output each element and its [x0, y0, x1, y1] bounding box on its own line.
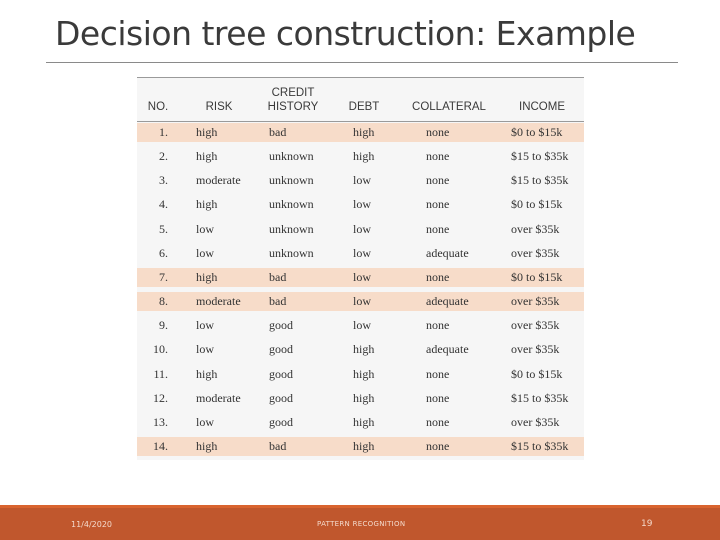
cell-no: 2.: [159, 149, 168, 164]
cell-income: over $35k: [511, 294, 560, 309]
cell-no: 1.: [159, 125, 168, 139]
table-row: [137, 316, 584, 335]
cell-income: $0 to $15k: [511, 366, 563, 381]
cell-debt: high: [353, 390, 375, 405]
table-row: [137, 413, 584, 432]
cell-income: over $35k: [511, 221, 560, 236]
cell-collateral: adequate: [426, 294, 469, 309]
cell-collateral: none: [426, 390, 450, 405]
cell-collateral: none: [426, 269, 450, 284]
cell-risk: low: [196, 414, 214, 429]
cell-risk: high: [196, 269, 218, 284]
cell-income: over $35k: [511, 342, 560, 357]
cell-income: $0 to $15k: [511, 197, 563, 212]
table-row: [137, 365, 584, 384]
cell-no: 9.: [159, 318, 168, 333]
cell-risk: high: [196, 149, 218, 164]
cell-credit-history: good: [269, 390, 293, 405]
cell-income: $0 to $15k: [511, 269, 563, 284]
cell-risk: high: [196, 438, 218, 453]
cell-collateral: none: [426, 318, 450, 333]
footer-course-title: PATTERN RECOGNITION: [317, 520, 406, 528]
table-row: [137, 340, 584, 359]
cell-debt: low: [353, 294, 371, 309]
cell-risk: low: [196, 342, 214, 357]
cell-income: $15 to $35k: [511, 438, 569, 453]
cell-no: 13.: [153, 414, 168, 429]
cell-no: 14.: [153, 438, 168, 453]
cell-collateral: none: [426, 173, 450, 188]
cell-no: 5.: [159, 221, 168, 236]
cell-income: over $35k: [511, 245, 560, 260]
cell-credit-history: bad: [269, 438, 287, 453]
cell-debt: low: [353, 173, 371, 188]
table-row: [137, 195, 584, 214]
cell-credit-history: unknown: [269, 221, 314, 236]
title-divider: [46, 62, 678, 63]
cell-collateral: none: [426, 149, 450, 164]
cell-debt: high: [353, 125, 375, 139]
table-row: [137, 220, 584, 239]
cell-debt: low: [353, 269, 371, 284]
footer-page-number: 19: [641, 519, 653, 529]
table-top-rule: [137, 77, 584, 78]
cell-debt: high: [353, 342, 375, 357]
cell-income: $15 to $35k: [511, 390, 569, 405]
cell-collateral: none: [426, 221, 450, 236]
cell-debt: low: [353, 318, 371, 333]
cell-credit-history: good: [269, 342, 293, 357]
cell-no: 3.: [159, 173, 168, 188]
cell-income: over $35k: [511, 414, 560, 429]
header-debt: DEBT: [348, 101, 380, 113]
table-row: [137, 123, 584, 142]
cell-no: 12.: [153, 390, 168, 405]
cell-income: over $35k: [511, 318, 560, 333]
cell-debt: low: [353, 197, 371, 212]
footer-accent-band: [0, 505, 720, 508]
cell-risk: moderate: [196, 173, 241, 188]
cell-risk: low: [196, 245, 214, 260]
cell-credit-history: bad: [269, 125, 287, 139]
footer-date: 11/4/2020: [71, 520, 113, 529]
cell-collateral: adequate: [426, 342, 469, 357]
cell-no: 6.: [159, 245, 168, 260]
cell-credit-history: unknown: [269, 197, 314, 212]
cell-credit-history: bad: [269, 294, 287, 309]
cell-collateral: none: [426, 438, 450, 453]
cell-credit-history: unknown: [269, 149, 314, 164]
table-row: [137, 268, 584, 287]
cell-credit-history: good: [269, 366, 293, 381]
table-row: [137, 147, 584, 166]
header-risk: RISK: [205, 101, 233, 113]
table-row: [137, 292, 584, 311]
cell-collateral: none: [426, 197, 450, 212]
cell-collateral: adequate: [426, 245, 469, 260]
header-credit-line2: HISTORY: [267, 101, 319, 113]
cell-risk: high: [196, 125, 218, 139]
slide-title: Decision tree construction: Example: [55, 14, 636, 53]
cell-no: 4.: [159, 197, 168, 212]
cell-risk: high: [196, 366, 218, 381]
table-row: [137, 171, 584, 190]
cell-debt: low: [353, 221, 371, 236]
cell-no: 11.: [153, 366, 168, 381]
cell-credit-history: bad: [269, 269, 287, 284]
cell-debt: low: [353, 245, 371, 260]
footer-bar: [0, 505, 720, 540]
cell-risk: low: [196, 221, 214, 236]
table-row: [137, 437, 584, 456]
header-collateral: COLLATERAL: [412, 101, 486, 113]
cell-collateral: none: [426, 414, 450, 429]
cell-income: $15 to $35k: [511, 149, 569, 164]
cell-debt: high: [353, 366, 375, 381]
cell-income: $0 to $15k: [511, 125, 563, 139]
table-row: [137, 389, 584, 408]
cell-risk: moderate: [196, 390, 241, 405]
cell-debt: high: [353, 414, 375, 429]
cell-credit-history: good: [269, 414, 293, 429]
cell-risk: moderate: [196, 294, 241, 309]
cell-no: 8.: [159, 294, 168, 309]
table-header-rule: [137, 121, 584, 122]
cell-credit-history: unknown: [269, 245, 314, 260]
cell-income: $15 to $35k: [511, 173, 569, 188]
cell-no: 10.: [153, 342, 168, 357]
cell-risk: low: [196, 318, 214, 333]
cell-debt: high: [353, 438, 375, 453]
cell-debt: high: [353, 149, 375, 164]
cell-risk: high: [196, 197, 218, 212]
cell-credit-history: good: [269, 318, 293, 333]
header-no: NO.: [147, 101, 169, 113]
table-row: [137, 244, 584, 263]
cell-no: 7.: [159, 269, 168, 284]
header-credit-line1: CREDIT: [271, 87, 315, 99]
data-table: [137, 77, 584, 460]
header-income: INCOME: [519, 101, 565, 113]
cell-collateral: none: [426, 125, 450, 139]
cell-credit-history: unknown: [269, 173, 314, 188]
cell-collateral: none: [426, 366, 450, 381]
